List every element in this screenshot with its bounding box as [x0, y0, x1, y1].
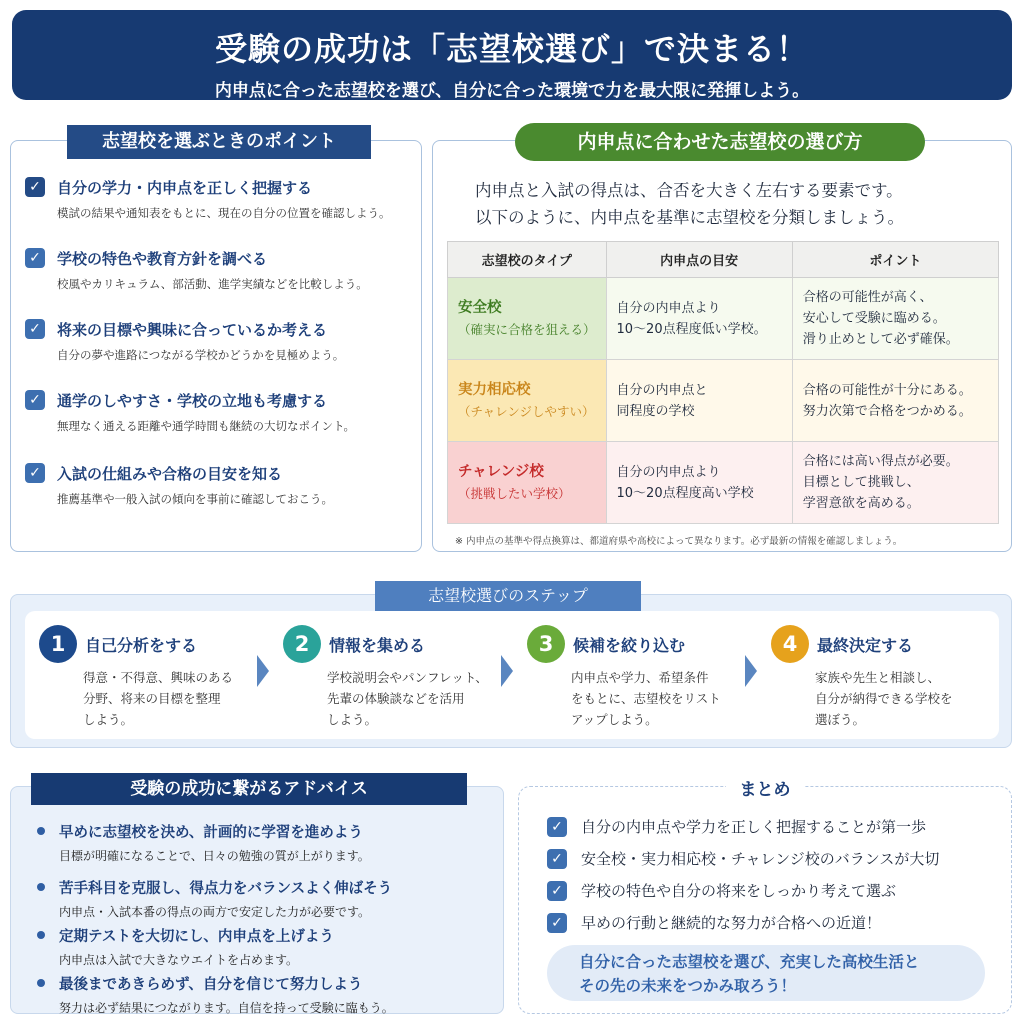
point-item	[25, 319, 415, 363]
advice-desc: 内申点は入試で大きなウエイトを占めます。	[59, 953, 299, 967]
step-desc	[571, 667, 721, 730]
type-sub: （挑戦したい学校）	[458, 485, 571, 501]
point-heading: 通学のしやすさ・学校の立地も考慮する	[57, 392, 328, 410]
check-icon: ✓	[25, 319, 45, 339]
check-icon: ✓	[25, 177, 45, 197]
point-line: 目標として挑戦し、	[802, 475, 920, 490]
advice-heading: 最後まであきらめず、自分を信じて努力しよう	[59, 977, 363, 993]
steps-title: 志望校選びのステップ	[375, 581, 641, 611]
intro-line: 内申点と入試の得点は、合否を大きく左右する要素です。	[475, 181, 903, 200]
summary-panel	[518, 780, 1012, 1014]
guide-line: 自分の内申点より	[616, 300, 721, 316]
point-line: 合格の可能性が高く、	[802, 290, 933, 305]
step-line: アップしよう。	[571, 712, 658, 727]
choose-title: 内申点に合わせた志望校の選び方	[515, 123, 925, 161]
step-line: 先輩の体験談などを活用	[327, 691, 465, 706]
guide-cell	[606, 278, 792, 360]
check-icon: ✓	[25, 390, 45, 410]
table-row	[448, 442, 999, 524]
check-icon: ✓	[547, 881, 567, 901]
advice-title: 受験の成功に繋がるアドバイス	[31, 773, 467, 805]
point-cell	[792, 360, 998, 442]
guide-line: 10〜20点程度高い学校	[616, 485, 754, 501]
column-header: 内申点の目安	[606, 242, 792, 278]
type-name: 実力相応校	[458, 381, 531, 398]
point-desc: 模試の結果や通知表をもとに、現在の自分の位置を確認しよう。	[57, 206, 391, 220]
school-type-table	[447, 241, 999, 524]
step-line: 家族や先生と相談し、	[815, 670, 941, 685]
point-line: 努力次第で合格をつかめる。	[802, 403, 972, 419]
point-desc: 無理なく通える距離や通学時間も継続の大切なポイント。	[57, 419, 355, 433]
points-title: 志望校を選ぶときのポイント	[67, 125, 371, 159]
table-row	[448, 278, 999, 360]
point-heading: 入試の仕組みや合格の目安を知る	[57, 465, 283, 483]
bullet-icon	[37, 883, 45, 891]
point-line: 学習意欲を高める。	[802, 496, 920, 511]
guide-line: 同程度の学校	[616, 403, 695, 419]
advice-desc: 努力は必ず結果につながります。自信を持って受験に臨もう。	[59, 1001, 394, 1015]
check-icon: ✓	[25, 248, 45, 268]
step-line: 内申点や学力、希望条件	[571, 670, 709, 685]
step-number: 3	[527, 625, 565, 663]
guide-cell	[606, 360, 792, 442]
step-line: 分野、将来の目標を整理	[83, 691, 221, 706]
step-number: 1	[39, 625, 77, 663]
choose-panel	[432, 131, 1012, 552]
point-item	[25, 177, 415, 221]
point-desc: 校風やカリキュラム、部活動、進学実績などを比較しよう。	[57, 277, 368, 291]
step-heading: 情報を集める	[329, 636, 426, 655]
type-cell	[448, 360, 607, 442]
step-line: しよう。	[83, 712, 134, 727]
summary-item	[547, 817, 997, 837]
points-panel	[10, 131, 422, 552]
intro-line: 以下のように、内申点を基準に志望校を分類しましょう。	[475, 208, 904, 227]
type-name: 安全校	[458, 299, 502, 316]
type-sub: （チャレンジしやすい）	[458, 403, 595, 419]
advice-desc: 目標が明確になることで、日々の勉強の質が上がります。	[59, 849, 370, 863]
steps-inner	[25, 611, 999, 739]
guide-line: 10〜20点程度低い学校。	[616, 321, 767, 337]
check-icon: ✓	[547, 817, 567, 837]
summary-item	[547, 913, 997, 933]
summary-item	[547, 881, 997, 901]
point-heading: 将来の目標や興味に合っているか考える	[57, 321, 328, 339]
type-cell	[448, 442, 607, 524]
table-header-row	[448, 242, 999, 278]
guide-line: 自分の内申点と	[616, 382, 708, 398]
advice-item	[37, 821, 487, 864]
advice-item	[37, 925, 487, 968]
cta-line: その先の未来をつかみ取ろう！	[579, 977, 797, 995]
point-desc: 推薦基準や一般入試の傾向を事前に確認しておこう。	[57, 492, 333, 506]
point-heading: 学校の特色や教育方針を調べる	[57, 250, 268, 268]
advice-heading: 定期テストを大切にし、内申点を上げよう	[59, 929, 334, 945]
point-line: 合格の可能性が十分にある。	[802, 382, 972, 398]
summary-text: 自分の内申点や学力を正しく把握することが第一歩	[581, 818, 927, 836]
point-item	[25, 463, 415, 507]
advice-item	[37, 973, 487, 1016]
type-cell	[448, 278, 607, 360]
point-item	[25, 390, 415, 434]
step-desc	[815, 667, 953, 730]
summary-cta	[547, 945, 985, 1001]
point-item	[25, 248, 415, 292]
guide-cell	[606, 442, 792, 524]
column-header: ポイント	[792, 242, 998, 278]
summary-text: 早めの行動と継続的な努力が合格への近道！	[581, 914, 882, 932]
step-desc	[83, 667, 233, 730]
arrow-right-icon	[501, 655, 513, 687]
bullet-icon	[37, 931, 45, 939]
step-line: しよう。	[327, 712, 378, 727]
point-cell	[792, 442, 998, 524]
advice-panel	[10, 779, 504, 1015]
check-icon: ✓	[547, 913, 567, 933]
page-title: 受験の成功は「志望校選び」で決まる！	[214, 30, 809, 68]
step-line: 選ぼう。	[815, 712, 866, 727]
step-line: 得意・不得意、興味のある	[83, 670, 234, 685]
steps-panel	[10, 586, 1012, 748]
step-number: 4	[771, 625, 809, 663]
step-desc	[327, 667, 488, 730]
summary-text: 安全校・実力相応校・チャレンジ校のバランスが大切	[581, 850, 940, 868]
arrow-right-icon	[745, 655, 757, 687]
bullet-icon	[37, 827, 45, 835]
advice-heading: 早めに志望校を決め、計画的に学習を進めよう	[59, 825, 363, 841]
guide-line: 自分の内申点より	[616, 464, 721, 480]
step-line: 自分が納得できる学校を	[815, 691, 953, 706]
page-subtitle: 内申点に合った志望校を選び、自分に合った環境で力を最大限に発揮しよう。	[214, 81, 810, 101]
step-heading: 最終決定する	[817, 636, 914, 655]
check-icon: ✓	[25, 463, 45, 483]
step-number: 2	[283, 625, 321, 663]
check-icon: ✓	[547, 849, 567, 869]
point-line: 滑り止めとして必ず確保。	[802, 332, 959, 347]
cta-line: 自分に合った志望校を選び、充実した高校生活と	[579, 953, 920, 971]
step-heading: 候補を絞り込む	[573, 636, 686, 655]
type-sub: （確実に合格を狙える）	[458, 321, 596, 337]
summary-title-wrap	[519, 775, 1011, 800]
summary-item	[547, 849, 997, 869]
type-name: チャレンジ校	[458, 463, 544, 480]
table-row	[448, 360, 999, 442]
point-line: 安心して受験に臨める。	[802, 311, 946, 326]
column-header: 志望校のタイプ	[448, 242, 607, 278]
advice-desc: 内申点・入試本番の得点の両方で安定した力が必要です。	[59, 905, 371, 919]
header-banner	[12, 10, 1012, 100]
point-desc: 自分の夢や進路につながる学校かどうかを見極めよう。	[57, 348, 345, 362]
point-cell	[792, 278, 998, 360]
step-heading: 自己分析をする	[85, 636, 198, 655]
advice-heading: 苦手科目を克服し、得点力をバランスよく伸ばそう	[59, 881, 393, 897]
summary-text: 学校の特色や自分の将来をしっかり考えて選ぶ	[581, 882, 897, 900]
summary-title: まとめ	[726, 780, 805, 800]
table-note: ※ 内申点の基準や得点換算は、都道府県や高校によって異なります。必ず最新の情報を確認しましょう。	[455, 536, 903, 547]
point-line: 合格には高い得点が必要。	[802, 454, 959, 469]
arrow-right-icon	[257, 655, 269, 687]
advice-item	[37, 877, 487, 920]
choose-intro	[475, 177, 904, 231]
point-heading: 自分の学力・内申点を正しく把握する	[57, 179, 313, 197]
step-line: 学校説明会やパンフレット、	[327, 670, 488, 685]
step-line: をもとに、志望校をリスト	[571, 691, 721, 706]
bullet-icon	[37, 979, 45, 987]
